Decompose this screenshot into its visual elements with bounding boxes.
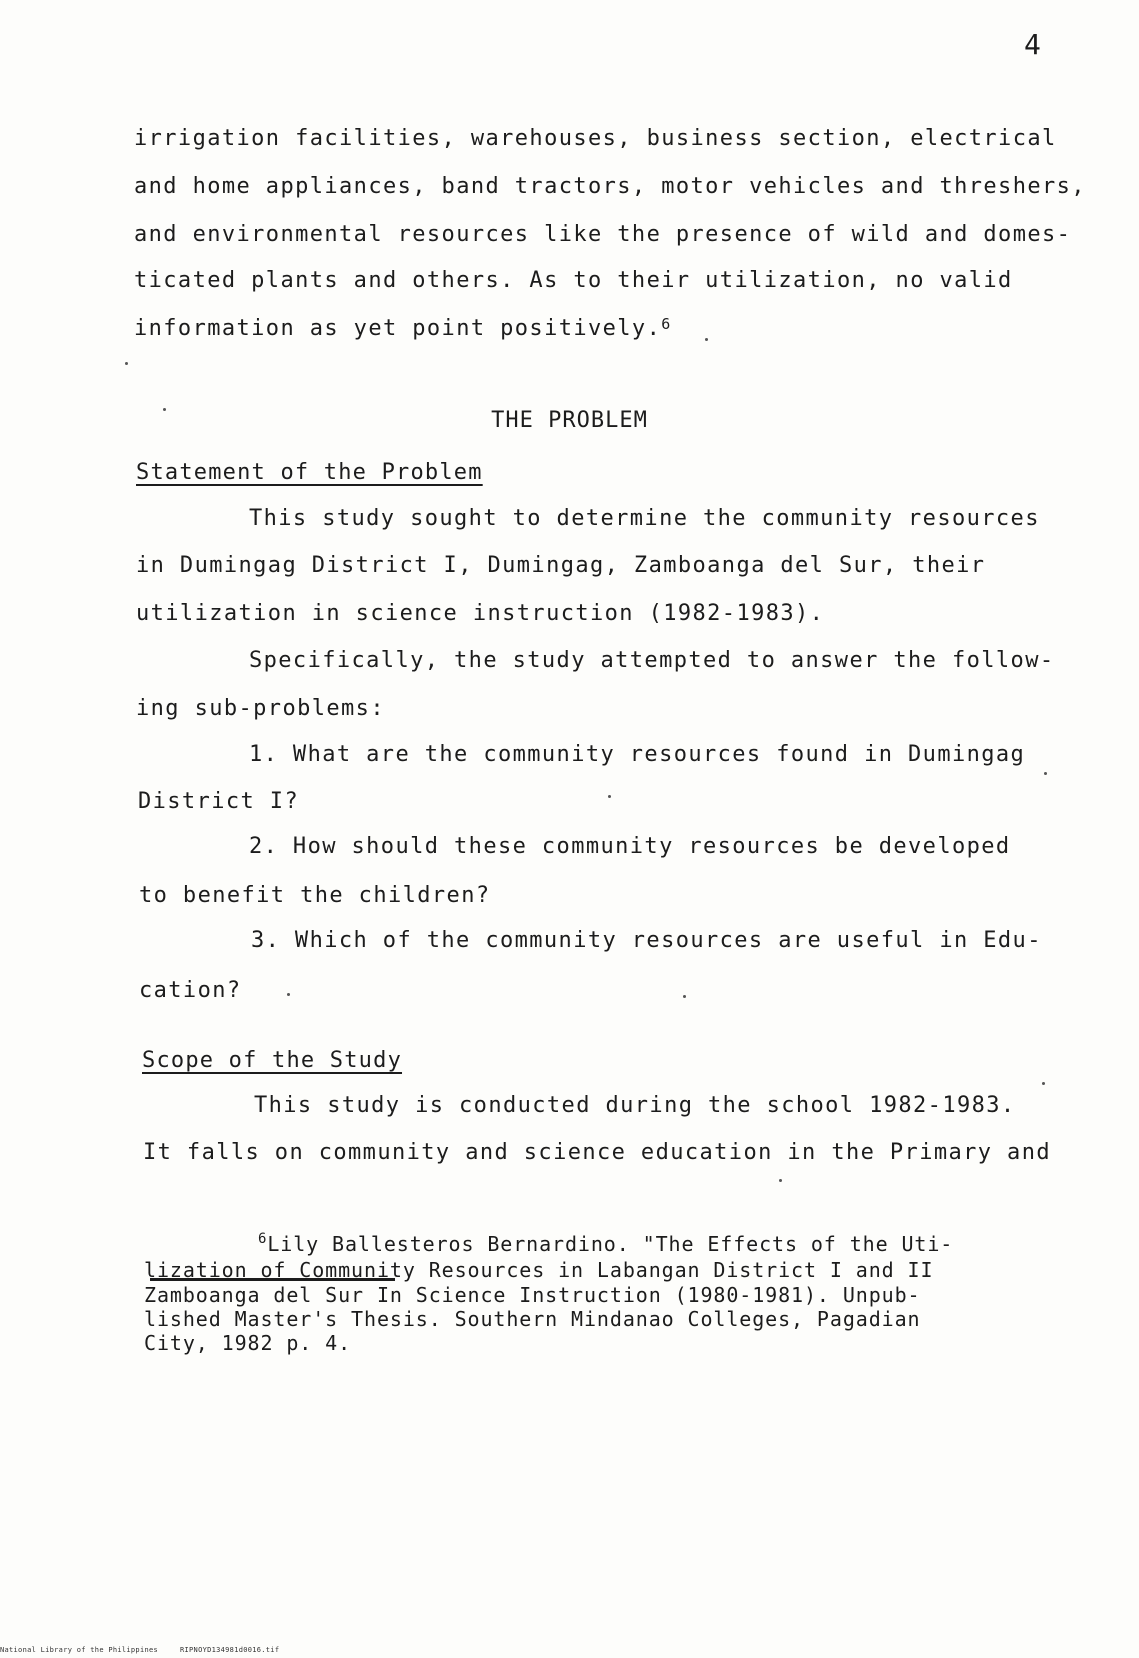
footnote-line-1 xyxy=(258,1233,953,1258)
subproblem-3-line-1: 3. Which of the community resources are useful in Edu- xyxy=(251,928,1042,953)
scan-speck xyxy=(705,338,708,341)
scan-footer xyxy=(0,1646,301,1654)
footnote-line-3: Zamboanga del Sur In Science Instruction (1980-1981). Unpub- xyxy=(144,1283,921,1307)
statement-line-2: in Dumingag District I, Dumingag, Zamboanga del Sur, their xyxy=(136,553,986,578)
scan-speck xyxy=(683,995,686,998)
scan-speck xyxy=(1042,1082,1045,1085)
intro-line-4: ticated plants and others. As to their utilization, no valid xyxy=(134,268,1013,293)
statement-line-5: ing sub-problems: xyxy=(136,696,385,721)
footnote-marker: 6 xyxy=(258,1231,268,1247)
page-number: 4 xyxy=(1024,28,1041,61)
subproblem-1-line-2: District I? xyxy=(138,789,300,814)
footnote-line-1-text: Lily Ballesteros Bernardino. "The Effects of the Uti- xyxy=(267,1232,954,1256)
footnote-line-5: City, 1982 p. 4. xyxy=(144,1331,352,1355)
intro-line-3: and environmental resources like the presence of wild and domes- xyxy=(134,222,1072,247)
intro-line-1: irrigation facilities, warehouses, business section, electrical xyxy=(134,126,1057,151)
footnote-line-2: lization of Community Resources in Labangan District I and II xyxy=(144,1258,934,1282)
scan-speck xyxy=(779,1179,782,1182)
subproblem-3-line-2: cation? xyxy=(139,978,242,1003)
statement-line-1: This study sought to determine the community resources xyxy=(249,506,1040,531)
scan-footer-filename: RIPNOYD134981d0016.tif xyxy=(180,1646,280,1654)
subproblem-1-line-1: 1. What are the community resources found in Dumingag xyxy=(249,742,1026,767)
statement-heading: Statement of the Problem xyxy=(136,460,483,485)
section-heading: THE PROBLEM xyxy=(491,408,648,433)
scan-speck xyxy=(163,408,166,411)
footnote-line-4: lished Master's Thesis. Southern Mindanao Colleges, Pagadian xyxy=(144,1307,921,1331)
subproblem-2-line-2: to benefit the children? xyxy=(139,883,491,908)
intro-line-2: and home appliances, band tractors, motor vehicles and threshers, xyxy=(134,174,1086,199)
scope-line-2: It falls on community and science education in the Primary and xyxy=(143,1140,1051,1165)
footnote-reference: 6 xyxy=(661,315,672,333)
scope-heading: Scope of the Study xyxy=(142,1048,403,1073)
intro-line-5 xyxy=(134,316,672,341)
scan-speck xyxy=(608,795,611,798)
scan-footer-source: National Library of the Philippines xyxy=(0,1646,159,1654)
statement-line-4: Specifically, the study attempted to answer the follow- xyxy=(249,648,1055,673)
scan-speck xyxy=(287,993,290,996)
intro-line-5-text: information as yet point positively. xyxy=(134,316,662,341)
scan-speck xyxy=(1044,772,1047,775)
scope-line-1: This study is conducted during the school 1982-1983. xyxy=(254,1093,1016,1118)
subproblem-2-line-1: 2. How should these community resources be developed xyxy=(249,834,1011,859)
statement-line-3: utilization in science instruction (1982-1983). xyxy=(136,601,825,626)
scan-speck xyxy=(125,362,128,365)
